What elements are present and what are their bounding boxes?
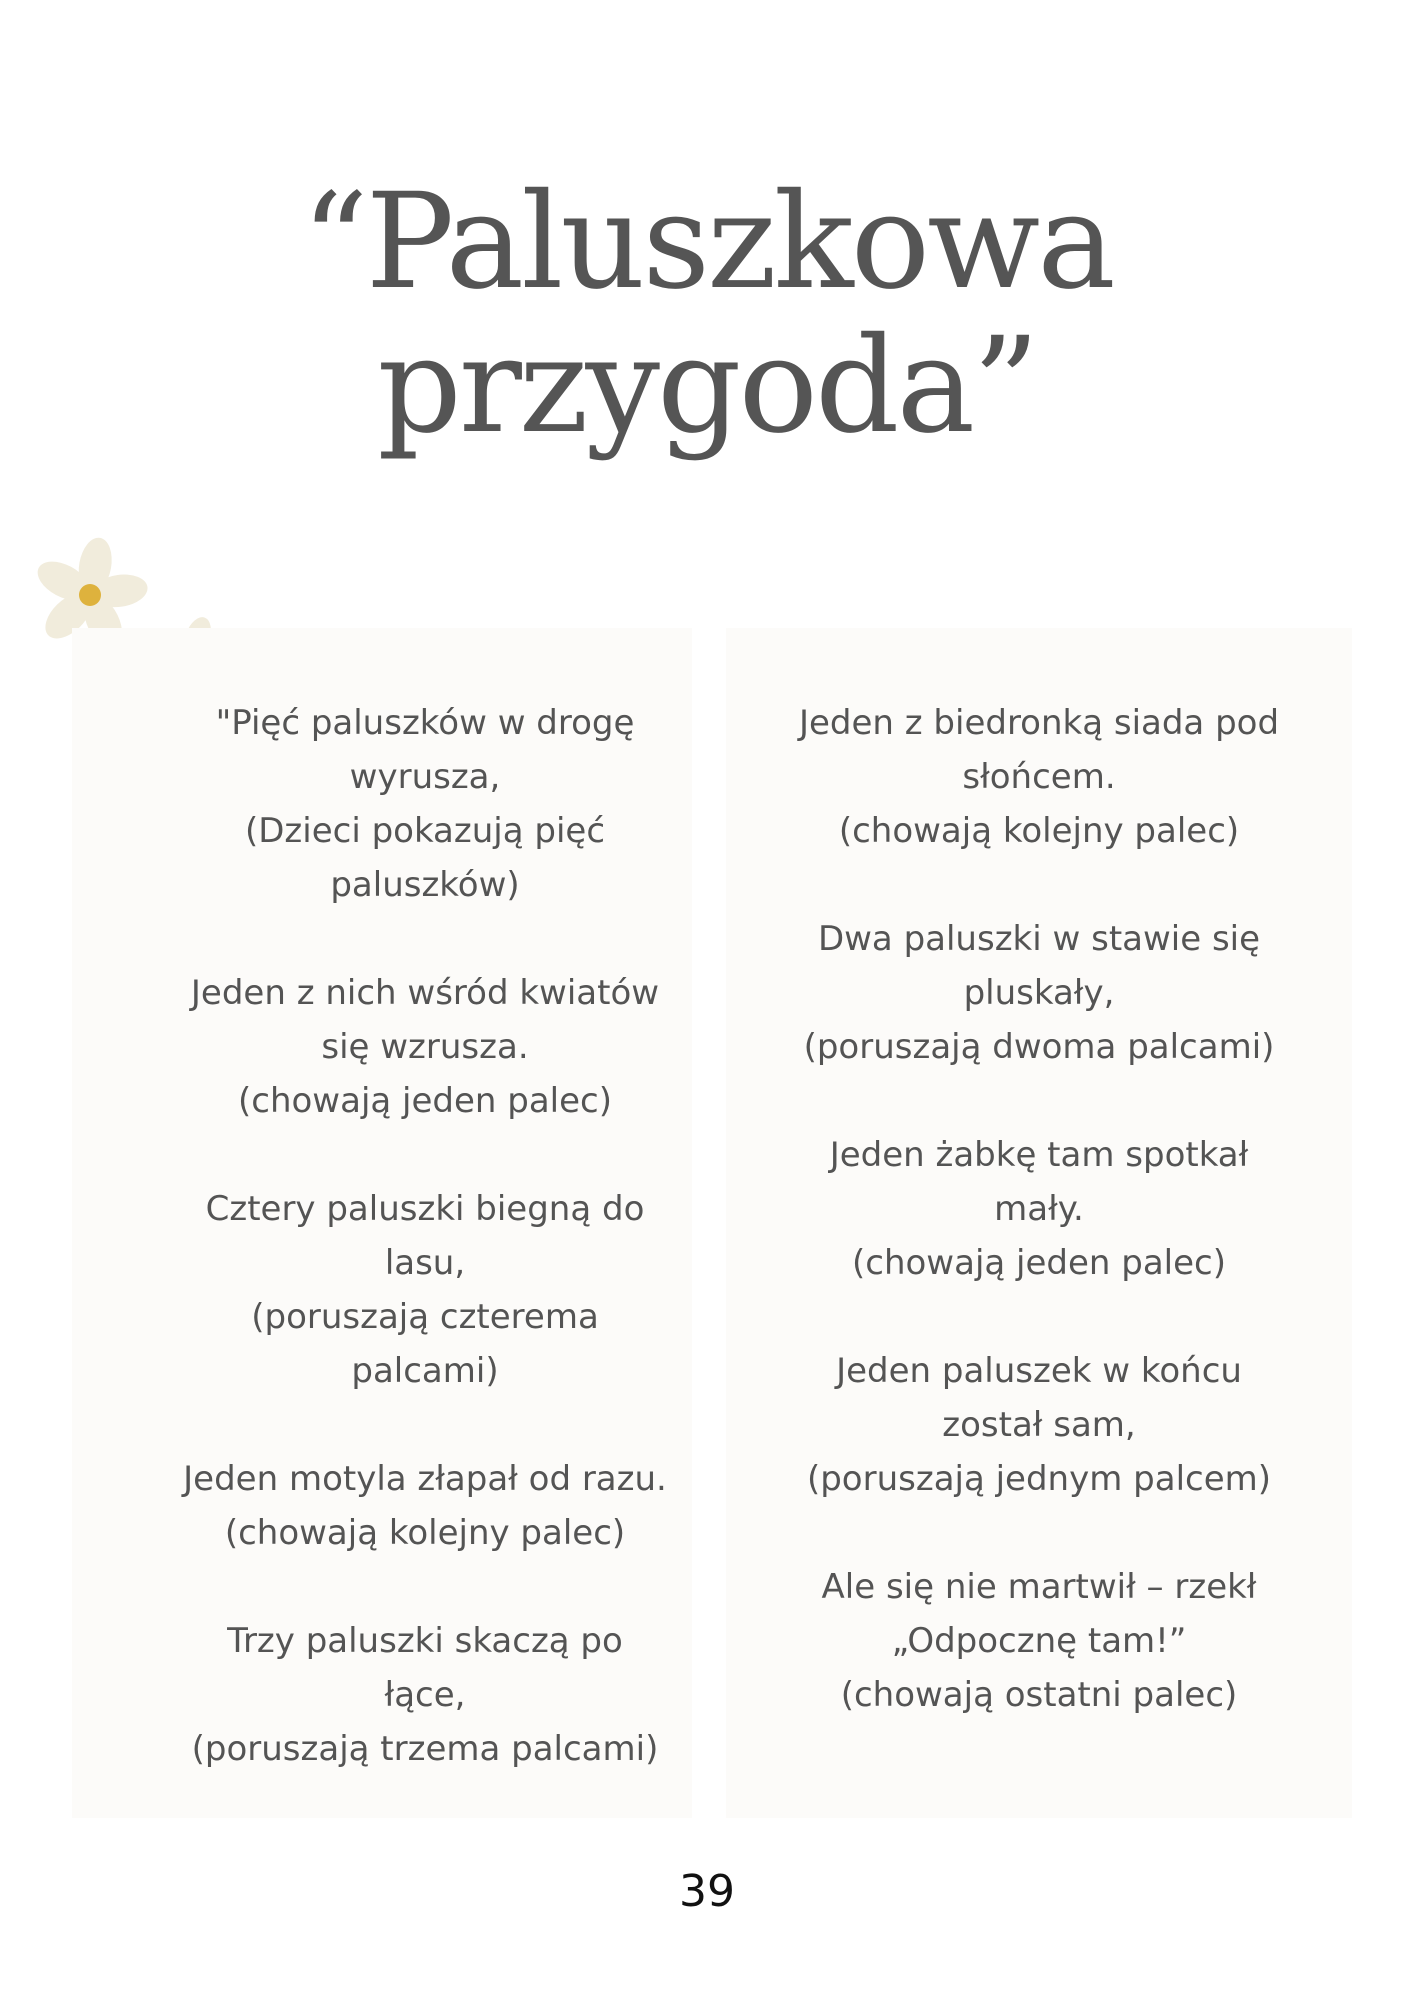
poem-line: „Odpocznę tam!” <box>891 1621 1187 1661</box>
stanza <box>730 1560 1348 1722</box>
poem-left-column <box>112 696 738 1830</box>
page-number: 39 <box>679 1866 735 1917</box>
poem-line: paluszków) <box>330 865 520 905</box>
poem-line: Jeden z biedronką siada pod <box>798 703 1280 743</box>
poem-line: Cztery paluszki biegną do <box>205 1189 645 1229</box>
poem-line: (poruszają trzema palcami) <box>191 1729 659 1769</box>
poem-line: słońcem. <box>962 757 1116 797</box>
stanza <box>112 966 738 1128</box>
poem-line: został sam, <box>942 1405 1136 1445</box>
poem-line: (Dzieci pokazują pięć <box>244 811 606 851</box>
stanza <box>730 1128 1348 1290</box>
poem-line: (chowają jeden palec) <box>852 1243 1226 1283</box>
poem-line: Trzy paluszki skaczą po <box>227 1621 623 1661</box>
title-line-1: “Paluszkowa <box>301 165 1113 319</box>
poem-line: pluskały, <box>963 973 1115 1013</box>
poem-line: się wzrusza. <box>321 1027 529 1067</box>
poem-line: (poruszają dwoma palcami) <box>803 1027 1275 1067</box>
poem-line: (chowają kolejny palec) <box>224 1513 626 1553</box>
page-title <box>0 165 1414 463</box>
poem-line: (chowają ostatni palec) <box>840 1675 1238 1715</box>
poem-line: "Pięć paluszków w drogę <box>215 703 635 743</box>
poem-line: mały. <box>994 1189 1084 1229</box>
poem-line: Jeden paluszek w końcu <box>836 1351 1242 1391</box>
poem-line: (chowają kolejny palec) <box>838 811 1240 851</box>
poem-line: (chowają jeden palec) <box>238 1081 612 1121</box>
poem-line: Dwa paluszki w stawie się <box>817 919 1261 959</box>
poem-line: wyrusza, <box>349 757 501 797</box>
poem-line: lasu, <box>384 1243 466 1283</box>
poem-line: (poruszają jednym palcem) <box>806 1459 1272 1499</box>
poem-line: Jeden żabkę tam spotkał <box>829 1135 1249 1175</box>
stanza <box>112 1452 738 1560</box>
poem-line: Jeden motyla złapał od razu. <box>183 1459 667 1499</box>
stanza <box>112 696 738 912</box>
title-line-2: przygoda” <box>377 309 1037 463</box>
stanza <box>730 1344 1348 1506</box>
stanza <box>112 1182 738 1398</box>
poem-line: (poruszają czterema <box>251 1297 599 1337</box>
stanza <box>730 696 1348 858</box>
poem-line: Jeden z nich wśród kwiatów <box>190 973 660 1013</box>
poem-right-column <box>730 696 1348 1776</box>
poem-line: Ale się nie martwił – rzekł <box>821 1567 1257 1607</box>
stanza <box>112 1614 738 1776</box>
poem-line: palcami) <box>351 1351 499 1391</box>
poem-line: łące, <box>384 1675 466 1715</box>
stanza <box>730 912 1348 1074</box>
